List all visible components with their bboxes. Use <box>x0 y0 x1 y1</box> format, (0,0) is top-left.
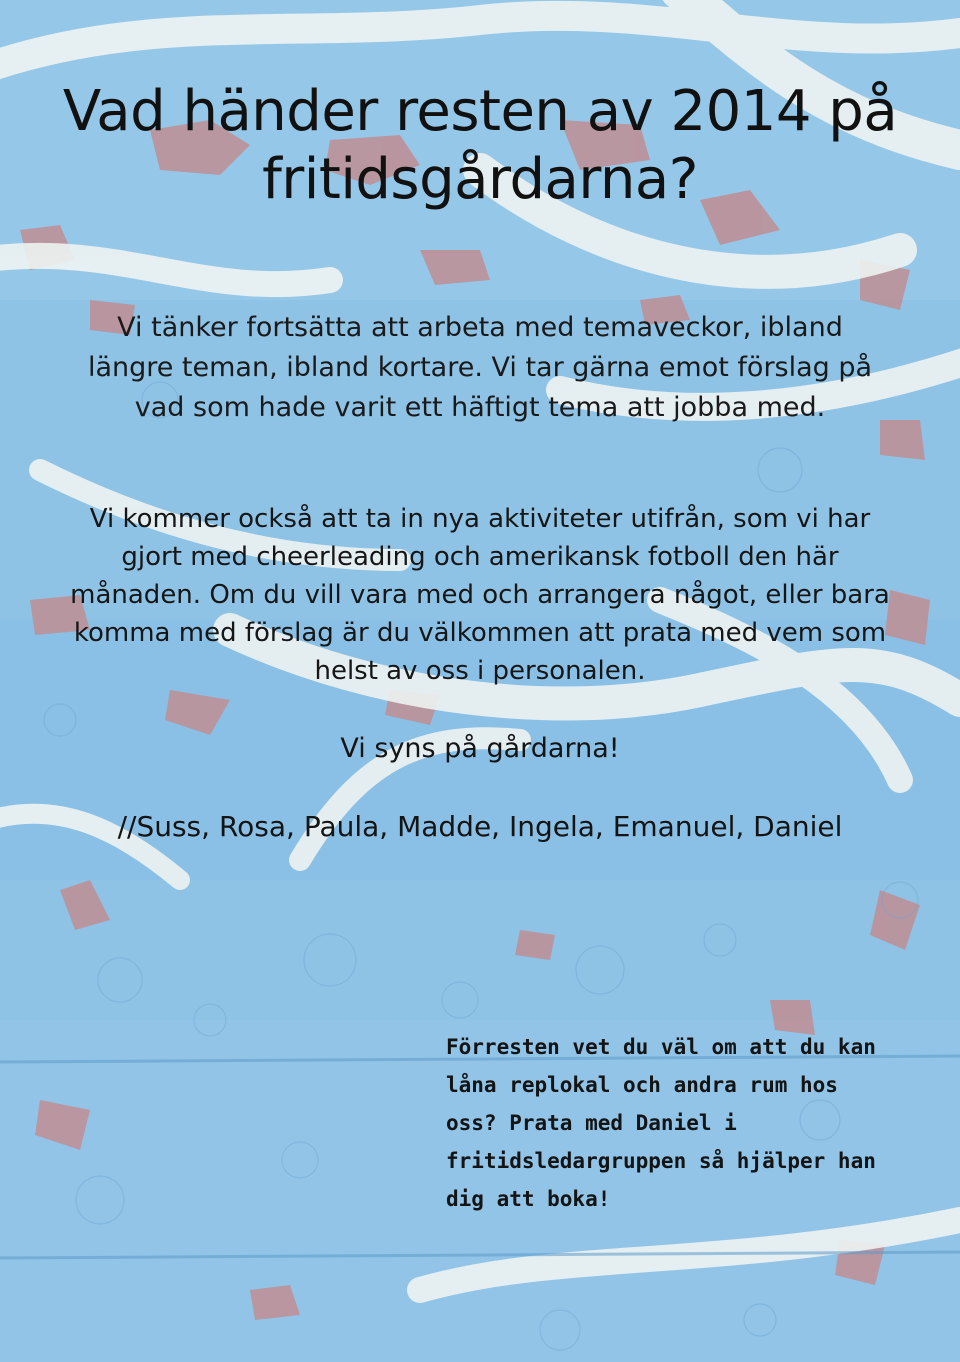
paragraph-activities: Vi kommer också att ta in nya aktiviteter utifrån, som vi har gjort med cheerleading och amerikansk fotboll den här månaden. Om du vill vara med och arrangera något, eller bara komma med förslag är du välkommen att prata med vem som helst av oss i personalen. <box>70 504 890 686</box>
rehearsal-room-note: Förresten vet du väl om att du kan låna replokal och andra rum hos oss? Prata med Daniel i fritidsledargruppen så hjälper han dig att boka! <box>446 1035 876 1211</box>
signature-line: //Suss, Rosa, Paula, Madde, Ingela, Emanuel, Daniel <box>117 810 843 843</box>
paragraph-themes: Vi tänker fortsätta att arbeta med temaveckor, ibland längre teman, ibland kortare. Vi tar gärna emot förslag på vad som hade varit ett häftigt tema att jobba med. <box>87 312 873 423</box>
poster-title: Vad händer resten av 2014 på fritidsgårdarna? <box>62 79 898 212</box>
closing-line: Vi syns på gårdarna! <box>340 733 620 764</box>
